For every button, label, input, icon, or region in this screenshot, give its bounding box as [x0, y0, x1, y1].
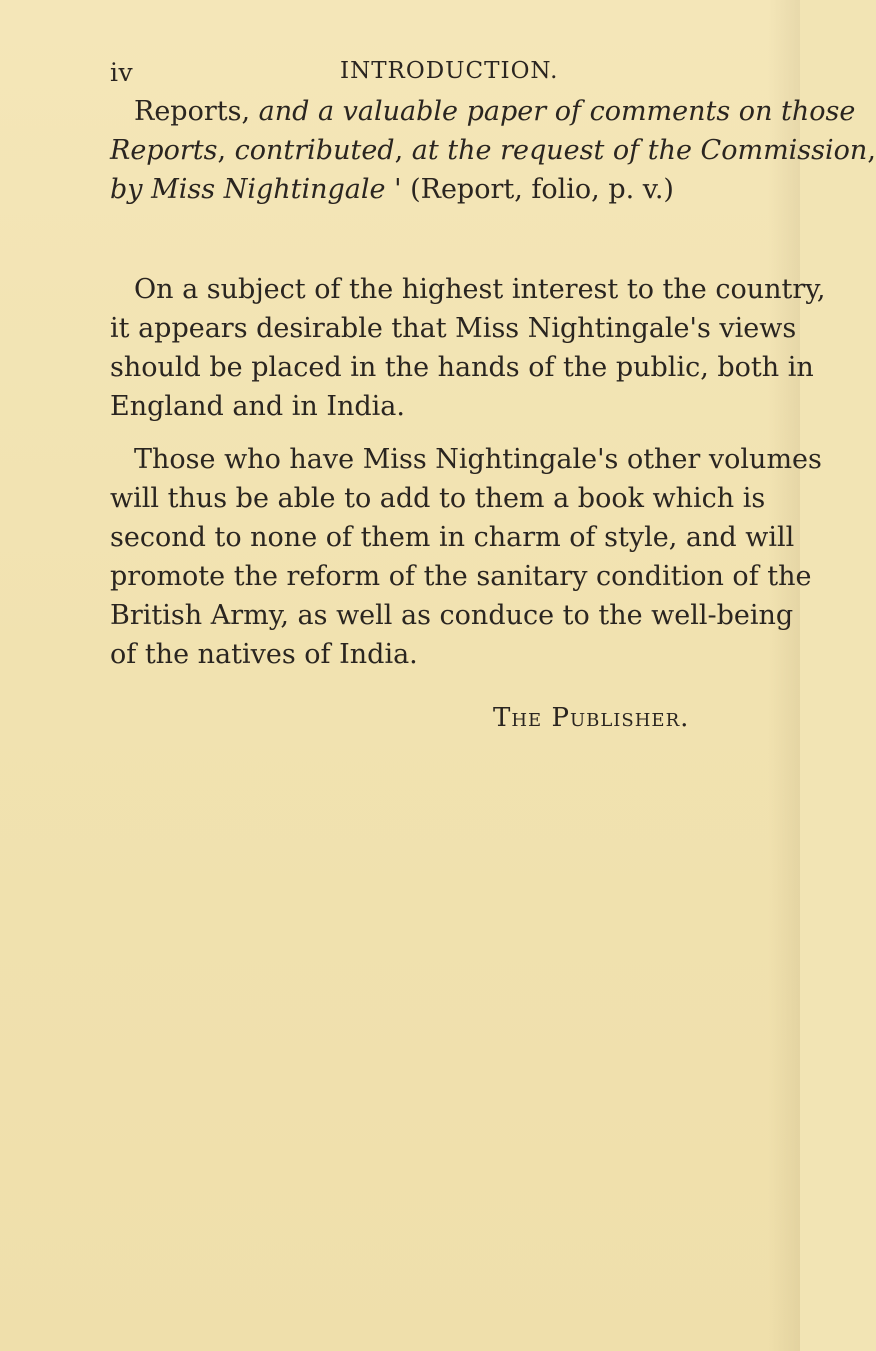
running-head-title: INTRODUCTION. [340, 58, 559, 84]
text-run: , [394, 135, 412, 166]
publisher-signature: The Publisher. [493, 703, 690, 733]
text-line [110, 131, 876, 170]
paragraph-other-volumes [110, 440, 822, 674]
paragraph-subject-interest [110, 270, 826, 426]
text-line: of the natives of India. [110, 639, 418, 670]
text-run: ' (Report, folio, p. v.) [385, 174, 674, 205]
text-line: will thus be able to add to them a book which is [110, 483, 766, 514]
text-run: Reports, [134, 96, 259, 127]
italic-text-run: Reports [110, 135, 218, 166]
text-line: second to none of them in charm of style, and will [110, 522, 795, 553]
text-line [110, 170, 730, 209]
italic-text-run: contributed [234, 135, 395, 166]
text-run: , [217, 135, 235, 166]
text-line: On a subject of the highest interest to the country, [134, 274, 826, 305]
text-line: promote the reform of the sanitary condition of the [110, 561, 812, 592]
italic-text-run: and a valuable paper of comments on those [258, 96, 856, 127]
text-line: British Army, as well as conduce to the well-being [110, 600, 794, 631]
italic-text-run: by Miss Nightingale [110, 174, 386, 205]
text-line: it appears desirable that Miss Nightingale's views [110, 313, 797, 344]
text-line: should be placed in the hands of the public, both in [110, 352, 814, 383]
page-number: iv [110, 58, 134, 87]
paragraph-quote-end [110, 92, 876, 209]
text-line: England and in India. [110, 391, 405, 422]
text-line: Those who have Miss Nightingale's other volumes [134, 444, 822, 475]
text-run: , [867, 135, 876, 166]
text-line [110, 92, 856, 131]
italic-text-run: at the request of the Commission [411, 135, 868, 166]
